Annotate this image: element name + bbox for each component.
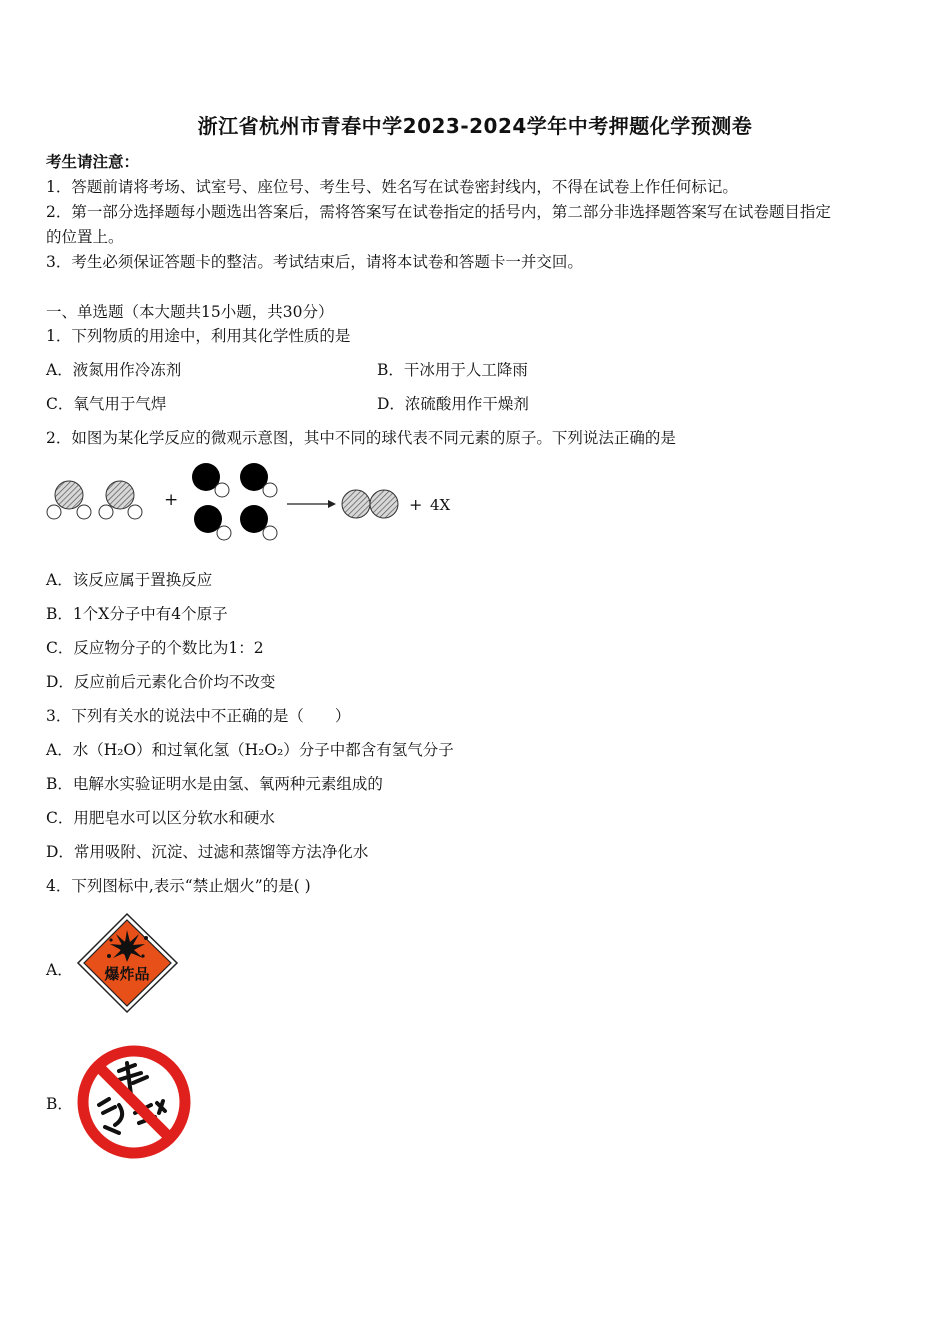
product-x-label: 4X bbox=[430, 496, 451, 514]
explosive-sign-icon bbox=[75, 912, 180, 1014]
q1-option-a: A．液氮用作冷冻剂 bbox=[46, 361, 182, 379]
reactant-molecule-1 bbox=[47, 481, 91, 519]
q1-option-b: B．干冰用于人工降雨 bbox=[377, 361, 528, 379]
notice-item-2-cont: 的位置上。 bbox=[46, 228, 124, 246]
no-fire-sign-icon bbox=[75, 1043, 193, 1161]
q1-stem: 1．下列物质的用途中，利用其化学性质的是 bbox=[46, 327, 351, 345]
plus-sign-1: + bbox=[164, 490, 179, 510]
q2-option-d: D．反应前后元素化合价均不改变 bbox=[46, 673, 276, 691]
q1-option-d: D．浓硫酸用作干燥剂 bbox=[377, 395, 529, 413]
page-title: 浙江省杭州市青春中学2023-2024学年中考押题化学预测卷 bbox=[197, 114, 753, 138]
q4-option-b-label: B． bbox=[46, 1095, 73, 1113]
notice-item-3: 3．考生必须保证答题卡的整洁。考试结束后，请将本试卷和答题卡一并交回。 bbox=[46, 253, 583, 271]
notice-item-1: 1．答题前请将考场、试室号、座位号、考生号、姓名写在试卷密封线内，不得在试卷上作任何标记。 bbox=[46, 178, 738, 196]
q2-option-c: C．反应物分子的个数比为1：2 bbox=[46, 639, 264, 657]
q2-stem: 2．如图为某化学反应的微观示意图，其中不同的球代表不同元素的原子。下列说法正确的是 bbox=[46, 429, 676, 447]
q3-option-c: C．用肥皂水可以区分软水和硬水 bbox=[46, 809, 275, 827]
product-molecule bbox=[342, 490, 398, 518]
q4-stem: 4．下列图标中,表示“禁止烟火”的是( ) bbox=[46, 877, 311, 895]
reactant-molecule-6 bbox=[240, 505, 277, 540]
section-heading: 一、单选题（本大题共15小题，共30分） bbox=[46, 303, 334, 321]
notice-item-2: 2．第一部分选择题每小题选出答案后，需将答案写在试卷指定的括号内，第二部分非选择题答案写在试卷题目指定 bbox=[46, 203, 831, 221]
q3-stem: 3．下列有关水的说法中不正确的是（ ） bbox=[46, 707, 351, 725]
reaction-arrow bbox=[287, 500, 336, 508]
q4-option-a-label: A． bbox=[46, 961, 73, 979]
q3-option-b: B．电解水实验证明水是由氢、氧两种元素组成的 bbox=[46, 775, 383, 793]
q2-option-b: B．1个X分子中有4个原子 bbox=[46, 605, 228, 623]
reaction-diagram bbox=[40, 455, 470, 550]
notice-heading: 考生请注意： bbox=[46, 152, 140, 171]
reactant-molecule-4 bbox=[240, 463, 277, 497]
q3-option-a: A．水（H₂O）和过氧化氢（H₂O₂）分子中都含有氢气分子 bbox=[46, 741, 454, 759]
reactant-molecule-2 bbox=[99, 481, 142, 519]
explosive-sign-text: 爆炸品 bbox=[104, 965, 150, 983]
plus-sign-2: + bbox=[409, 495, 423, 514]
reactant-molecule-3 bbox=[192, 463, 229, 497]
q2-option-a: A．该反应属于置换反应 bbox=[46, 571, 213, 589]
q1-option-c: C．氧气用于气焊 bbox=[46, 395, 167, 413]
reactant-molecule-5 bbox=[194, 505, 231, 540]
q3-option-d: D．常用吸附、沉淀、过滤和蒸馏等方法净化水 bbox=[46, 843, 369, 861]
